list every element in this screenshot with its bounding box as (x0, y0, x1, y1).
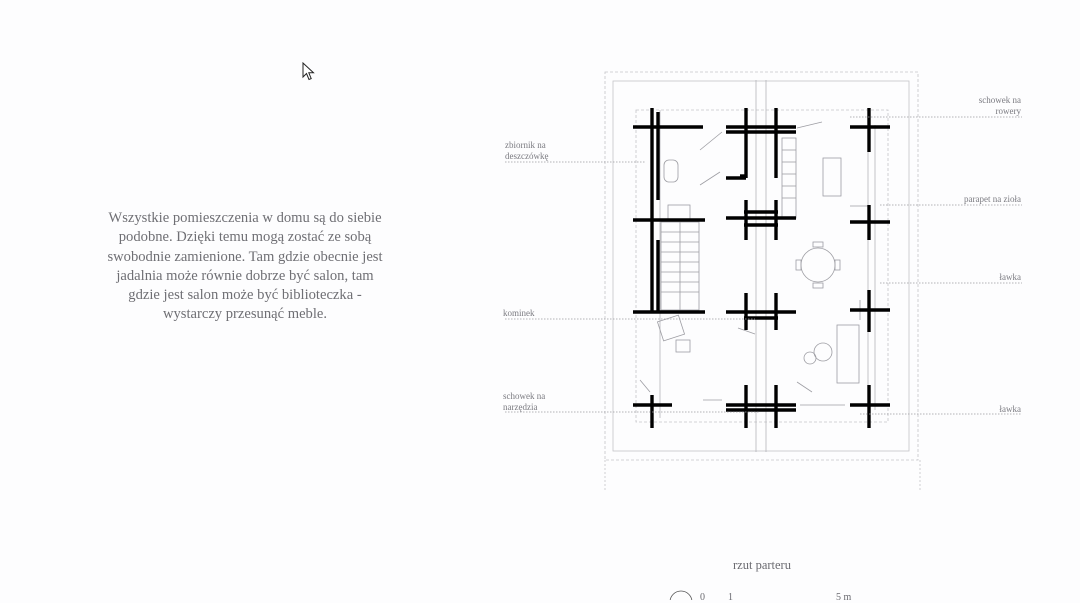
plan-caption: rzut parteru (733, 558, 791, 572)
walls (633, 108, 890, 428)
scale-mid: 1 (728, 592, 733, 603)
label-fireplace: kominek (503, 308, 535, 318)
intro-paragraph: Wszystkie pomieszczenia w domu są do siebie podobne. Dzięki temu mogą zostać ze sobą swobodnie zamienione. Tam gdzie obecnie jest jadalnia może równie dobrze być salon, tam gdzie jest salon może być biblioteczka - wystarczy przesunąć meble. (107, 210, 383, 323)
toilet (664, 160, 678, 182)
scale-bar (670, 591, 692, 600)
scale-start: 0 (700, 592, 705, 603)
dining-table (801, 248, 835, 282)
scale-end: 5 m (836, 592, 852, 603)
kitchen-island (823, 158, 841, 196)
label-bench-1: ławka (999, 272, 1021, 282)
label-rainwater-tank: zbiornik na deszczówkę (505, 140, 549, 161)
label-bench-2: ławka (999, 404, 1021, 414)
label-herb-sill: parapet na zioła (964, 194, 1021, 204)
sofa (837, 325, 859, 383)
house-outline (636, 110, 888, 422)
arrow-pointer-icon (302, 62, 316, 82)
label-bike-storage: schowek na rowery (978, 95, 1021, 116)
label-tool-storage: schowek na narzędzia (503, 391, 546, 412)
